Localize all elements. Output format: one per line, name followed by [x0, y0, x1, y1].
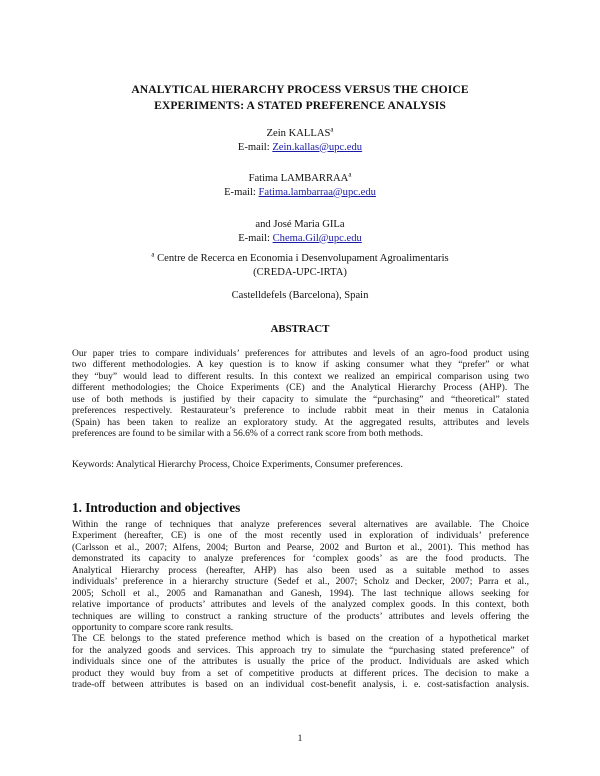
section-line: individuals’ preference in a hierarchy structure (Sedef et al., 2007; Scholz and Decker, 2007; Parra et al.,: [72, 576, 529, 588]
email-link[interactable]: Zein.kallas@upc.edu: [272, 141, 363, 153]
keywords: [72, 459, 529, 470]
section-line: individuals since one of the attributes is usually the price of the product. Individuals are asked which: [72, 656, 529, 668]
section-line: Analytical Hierarchy process (hereafter, AHP) has also been used as a suitable method to asses: [72, 564, 529, 576]
abstract-line: preferences respectively. Restaurateur’s preference to include rabbit meat in their menus in Catalonia: [72, 405, 529, 417]
author-block-1: [60, 127, 540, 154]
abstract-line: Our paper tries to compare individuals’ preferences for attributes and levels of an agro-food product using: [72, 348, 529, 359]
abstract-line: two different methodologies. A key question is to know if asking consumer what they “prefer” or what: [72, 359, 529, 371]
keywords-line: Keywords: Analytical Hierarchy Process, Choice Experiments, Consumer preferences.: [72, 459, 403, 470]
affiliation-line-2: (CREDA-UPC-IRTA): [253, 266, 347, 278]
section-line: demonstrated its capacity to analyze preferences for ‘complex goods’ as are the food products. The: [72, 553, 529, 565]
affiliation-location: Castelldefels (Barcelona), Spain: [231, 290, 369, 301]
section-line: 2005; Scholl et al., 2005 and Ramanathan and Ganesh, 1994). The last technique allows seeking for: [72, 587, 529, 599]
affiliation-line-1: $^a$ Centre de Recerca en Economia i Desenvolupament Agroalimentaris: [151, 250, 449, 264]
abstract-body: [72, 348, 529, 440]
abstract-line: use of both methods is justified by their capacity to simulate the “purchasing” and “theoretical” stated: [72, 393, 529, 405]
section-line: The CE belongs to the stated preference method which is based on the creation of a hypothetical market: [72, 633, 529, 645]
section-line: opportunity to compare score rank results.: [72, 621, 234, 633]
author-email: E-mail: Zein.kallas@upc.edu: [237, 141, 363, 153]
page-number: 1: [297, 734, 303, 744]
abstract-heading: ABSTRACT: [270, 323, 330, 335]
abstract-line: (Spain) has been taken to realize an exploratory study. At the aggregated results, attributes and levels: [72, 416, 529, 428]
author-block-2: [60, 172, 540, 199]
section-line: Experiment (hereafter, CE) is one of the most recently used in exploration of individuals’ preference: [72, 530, 529, 542]
section-line: (Carlsson et al., 2007; Alfens, 2004; Burton and Pearse, 2002 and Burton et al., 2001). This method has: [72, 541, 529, 553]
section-line: relative importance of products’ attributes and levels of the analyzed complex goods. In this context, both: [72, 599, 529, 611]
abstract-line: they “buy” would lead to different results. In this context we realized an empirical comparison using two: [72, 370, 529, 382]
email-link[interactable]: Fatima.lambarraa@upc.edu: [258, 186, 376, 198]
author-email: E-mail: Chema.Gil@upc.edu: [238, 232, 362, 244]
section-body: [72, 519, 529, 691]
author-name: Fatima LAMBARRAA$^a$: [248, 170, 352, 184]
section-line: techniques are willing to construct a ranking structure of the products’ attributes and levels offering the: [72, 610, 529, 622]
email-link[interactable]: Chema.Gil@upc.edu: [272, 232, 362, 244]
section-heading: 1. Introduction and objectives: [72, 500, 241, 515]
title-line-1: ANALYTICAL HIERARCHY PROCESS VERSUS THE CHOICE: [131, 83, 469, 96]
section-line: trade-off between attributes is based on an individual cost-benefit analysis, i. e. cost-satisfaction analysis.: [72, 679, 529, 691]
author-email: E-mail: Fatima.lambarraa@upc.edu: [224, 186, 376, 198]
section-line: Within the range of techniques that analyze preferences several alternatives are available. The Choice: [72, 519, 529, 530]
affiliation-block: [60, 252, 540, 279]
author-name: Zein KALLAS$^a$: [266, 125, 334, 139]
paper-title: [60, 82, 540, 113]
author-name: and José Maria GILa: [255, 219, 345, 230]
title-line-2: EXPERIMENTS: A STATED PREFERENCE ANALYSIS: [154, 98, 446, 112]
author-block-3: [60, 218, 540, 245]
abstract-line: different methodologies; the Choice Experiments (CE) and the Analytical Hierarchy Process (AHP). The: [72, 382, 529, 394]
section-line: product they would buy from a set of competitive products at different prices. The decision to make a: [72, 667, 529, 679]
section-line: for the analyzed goods and services. This approach try to simulate the “purchasing stated preference” of: [72, 644, 529, 656]
abstract-line: preferences are found to be similar with a 56.6% of a correct rank score from both methods.: [72, 428, 423, 440]
